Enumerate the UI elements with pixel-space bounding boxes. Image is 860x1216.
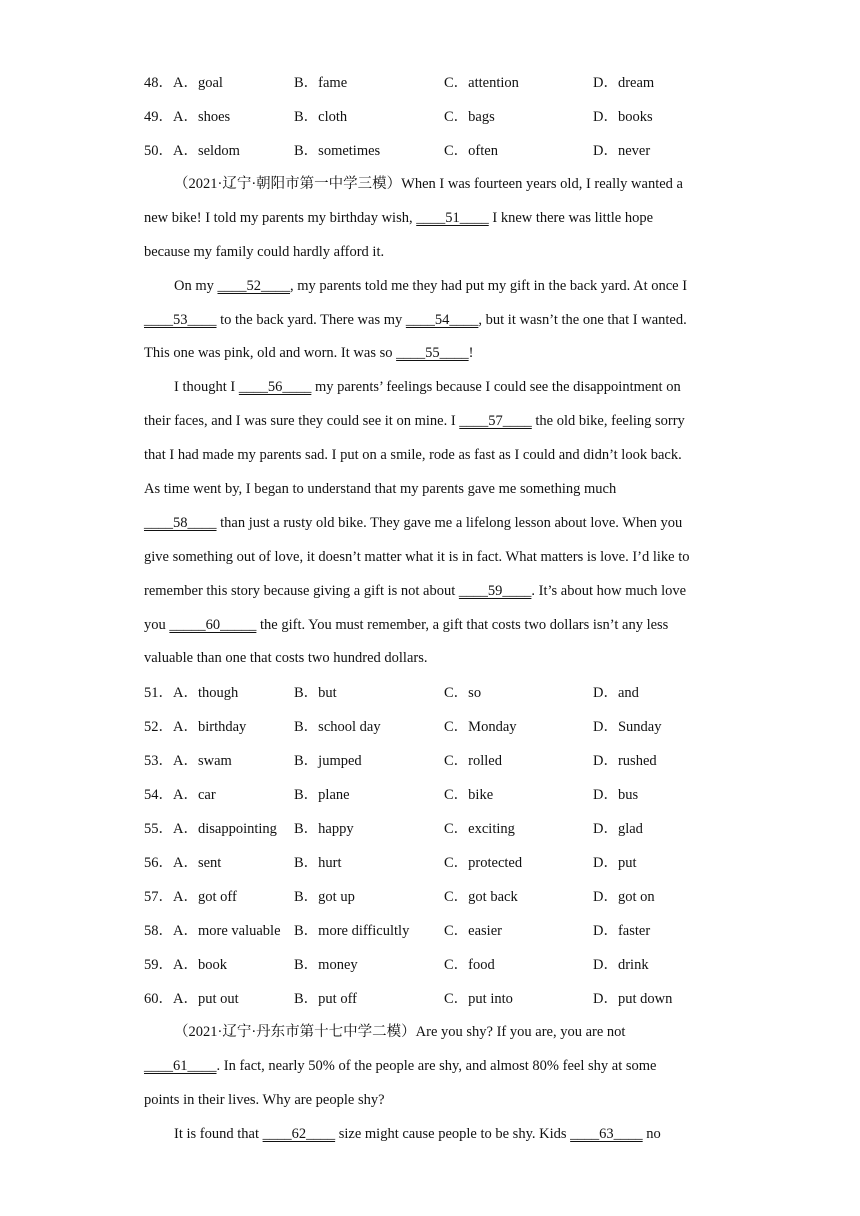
option-b — [294, 982, 357, 1016]
question-row — [144, 134, 724, 168]
blank-51: ____51____ — [416, 209, 489, 226]
blank-61: ____61____ — [144, 1058, 217, 1075]
passage-line: （2021·辽宁·朝阳市第一中学三模）When I was fourteen years old, I really wanted a — [174, 176, 683, 192]
option-text: D．never — [593, 143, 651, 159]
question-number: 55． — [144, 821, 173, 838]
option-c — [444, 100, 495, 134]
passage-line: On my ____52____, my parents told me they had put my gift in the back yard. At once I — [174, 277, 688, 294]
option-c — [444, 710, 517, 744]
passage-61-onward — [144, 1016, 724, 1152]
option-text: D．dream — [593, 75, 655, 91]
option-text: B．but — [294, 685, 337, 702]
question-row — [144, 914, 724, 948]
option-text: D．faster — [593, 923, 651, 940]
option-a — [144, 744, 232, 778]
passage-line: I thought I ____56____ my parents’ feelings because I could see the disappointment on — [174, 379, 681, 396]
option-text: A．more valuable — [173, 923, 281, 940]
option-text: D．Sunday — [593, 719, 662, 736]
option-text: A．put out — [173, 991, 239, 1008]
option-c — [444, 778, 493, 812]
question-row — [144, 676, 724, 710]
option-c — [444, 66, 519, 100]
passage-line: （2021·辽宁·丹东市第十七中学二模）Are you shy? If you are, you are not — [174, 1024, 626, 1041]
question-row — [144, 100, 724, 134]
question-number: 49． — [144, 109, 173, 125]
option-a — [144, 880, 237, 914]
question-number: 58． — [144, 923, 173, 940]
option-b — [294, 710, 381, 744]
option-b — [294, 676, 337, 710]
question-number: 54． — [144, 787, 173, 804]
passage-line: ____53____ to the back yard. There was my ____54____, but it wasn’t the one that I wanted. — [144, 311, 687, 328]
passage-line: their faces, and I was sure they could see it on mine. I ____57____ the old bike, feeling sorry — [144, 413, 685, 430]
blank-53: ____53____ — [144, 311, 217, 328]
passage-line: ____58____ than just a rusty old bike. They gave me a lifelong lesson about love. When you — [144, 514, 683, 531]
blank-59: ____59____ — [458, 582, 532, 599]
question-number: 57． — [144, 889, 173, 906]
question-row — [144, 66, 724, 100]
passage-line: This one was pink, old and worn. It was so ____55____! — [144, 345, 474, 362]
passage-line: because my family could hardly afford it. — [144, 243, 385, 260]
option-a — [144, 66, 223, 100]
blank-55: ____55____ — [396, 345, 469, 362]
option-text: C．exciting — [444, 821, 515, 838]
option-text: A．sent — [173, 855, 222, 872]
options-block-51-60 — [144, 676, 724, 1016]
option-text: B．hurt — [294, 855, 342, 872]
passage-line: give something out of love, it doesn’t matter what it is in fact. What matters is love. I’d like to — [144, 548, 690, 565]
option-a — [144, 914, 281, 948]
question-row — [144, 778, 724, 812]
option-c — [444, 134, 498, 168]
option-c — [444, 914, 502, 948]
question-row — [144, 982, 724, 1016]
option-text: B．happy — [294, 821, 354, 838]
option-c — [444, 676, 481, 710]
option-text: D．drink — [593, 957, 649, 974]
option-text: A．though — [173, 685, 239, 702]
blank-57: ____57____ — [459, 413, 532, 430]
question-row — [144, 812, 724, 846]
option-text: A．car — [173, 787, 216, 804]
option-text: C．Monday — [444, 719, 517, 736]
option-text: C．bike — [444, 787, 494, 804]
blank-58: ____58____ — [144, 514, 217, 531]
passage-line: new bike! I told my parents my birthday wish, ____51____ I knew there was little hope — [144, 209, 654, 226]
option-text: D．put — [593, 855, 637, 872]
passage-line: points in their lives. Why are people shy? — [144, 1092, 385, 1109]
blank-60: _____60_____ — [169, 616, 257, 633]
option-text: C．attention — [444, 75, 519, 91]
options-block-48-50 — [144, 66, 724, 168]
option-text: D．and — [593, 685, 639, 702]
question-number: 48． — [144, 75, 173, 91]
option-d — [593, 982, 672, 1016]
question-row — [144, 744, 724, 778]
option-d — [593, 812, 643, 846]
question-number: 60． — [144, 991, 173, 1008]
option-d — [593, 744, 657, 778]
question-number: 50． — [144, 143, 173, 159]
option-text: C．put into — [444, 991, 513, 1008]
option-text: B．school day — [294, 719, 381, 736]
option-text: B．money — [294, 957, 358, 974]
option-text: C．protected — [444, 855, 523, 872]
blank-56: ____56____ — [238, 379, 312, 396]
option-text: C．easier — [444, 923, 502, 940]
option-a — [144, 846, 221, 880]
option-c — [444, 846, 522, 880]
option-text: B．put off — [294, 991, 357, 1008]
question-number: 59． — [144, 957, 173, 974]
option-c — [444, 812, 515, 846]
option-a — [144, 812, 277, 846]
question-number: 53． — [144, 753, 173, 770]
option-text: D．books — [593, 109, 653, 125]
option-text: A．disappointing — [173, 821, 277, 838]
option-text: C．rolled — [444, 753, 502, 770]
passage-line: It is found that ____62____ size might cause people to be shy. Kids ____63____ no — [174, 1126, 661, 1143]
passage-line: valuable than one that costs two hundred dollars. — [144, 650, 428, 667]
option-text: B．jumped — [294, 753, 362, 770]
blank-63: ____63____ — [570, 1126, 643, 1143]
passage-line: you _____60_____ the gift. You must remember, a gift that costs two dollars isn’t any less — [144, 616, 669, 633]
passage-51-60 — [144, 168, 724, 676]
option-d — [593, 914, 650, 948]
option-text: D．put down — [593, 991, 673, 1008]
option-text: C．so — [444, 685, 482, 702]
option-text: A．shoes — [173, 109, 231, 125]
option-text: B．cloth — [294, 109, 348, 125]
option-b — [294, 846, 342, 880]
option-text: B．fame — [294, 75, 348, 91]
blank-52: ____52____ — [217, 277, 290, 294]
option-d — [593, 778, 638, 812]
option-a — [144, 778, 216, 812]
blank-54: ____54____ — [405, 311, 479, 328]
option-text: A．seldom — [173, 143, 240, 159]
passage-line: remember this story because giving a gift is not about ____59____. It’s about how much love — [144, 582, 687, 599]
question-row — [144, 710, 724, 744]
option-text: B．got up — [294, 889, 355, 906]
option-c — [444, 744, 502, 778]
option-d — [593, 100, 653, 134]
option-d — [593, 66, 654, 100]
question-number: 52． — [144, 719, 173, 736]
option-a — [144, 676, 238, 710]
option-b — [294, 914, 409, 948]
option-b — [294, 812, 354, 846]
option-text: C．food — [444, 957, 495, 974]
option-c — [444, 982, 513, 1016]
option-a — [144, 100, 230, 134]
question-row — [144, 846, 724, 880]
option-d — [593, 880, 655, 914]
option-a — [144, 134, 240, 168]
option-c — [444, 948, 495, 982]
option-b — [294, 100, 347, 134]
option-b — [294, 744, 362, 778]
passage-line: that I had made my parents sad. I put on a smile, rode as fast as I could and didn’t look back. — [144, 447, 682, 464]
question-row — [144, 948, 724, 982]
option-d — [593, 134, 650, 168]
option-text: C．got back — [444, 889, 518, 906]
exam-page — [144, 66, 724, 1152]
option-c — [444, 880, 518, 914]
option-text: D．glad — [593, 821, 643, 838]
option-text: A．swam — [173, 753, 232, 770]
option-text: A．goal — [173, 75, 223, 91]
option-text: A．book — [173, 957, 227, 974]
option-text: B．sometimes — [294, 143, 381, 159]
question-number: 51． — [144, 685, 173, 702]
question-number: 56． — [144, 855, 173, 872]
option-text: C．often — [444, 143, 498, 159]
option-text: A．got off — [173, 889, 237, 906]
option-text: C．bags — [444, 109, 495, 125]
question-row — [144, 880, 724, 914]
option-d — [593, 676, 639, 710]
option-b — [294, 134, 380, 168]
option-text: D．bus — [593, 787, 639, 804]
passage-line: ____61____. In fact, nearly 50% of the people are shy, and almost 80% feel shy at some — [144, 1058, 657, 1075]
passage-line: As time went by, I began to understand that my parents gave me something much — [144, 481, 617, 498]
option-b — [294, 880, 355, 914]
option-d — [593, 846, 637, 880]
option-b — [294, 948, 358, 982]
option-a — [144, 982, 239, 1016]
option-text: B．plane — [294, 787, 350, 804]
option-text: D．rushed — [593, 753, 657, 770]
option-text: A．birthday — [173, 719, 247, 736]
option-text: D．got on — [593, 889, 655, 906]
option-b — [294, 66, 347, 100]
option-d — [593, 710, 661, 744]
option-a — [144, 948, 227, 982]
option-text: B．more difficultly — [294, 923, 410, 940]
option-d — [593, 948, 649, 982]
option-b — [294, 778, 350, 812]
blank-62: ____62____ — [262, 1126, 336, 1143]
option-a — [144, 710, 246, 744]
